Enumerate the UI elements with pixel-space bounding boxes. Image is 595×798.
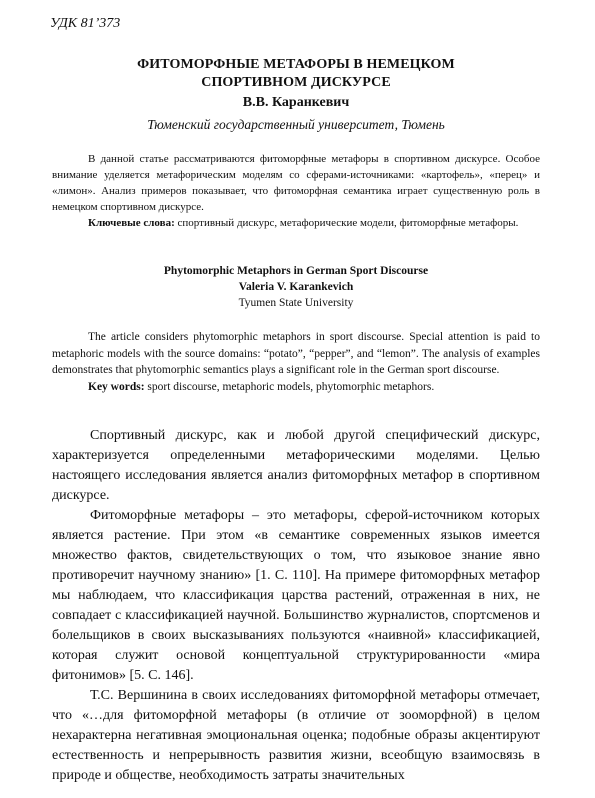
affiliation-ru: Тюменский государственный университет, Тюмень (147, 117, 445, 132)
title-ru-line-1: ФИТОМОРФНЫЕ МЕТАФОРЫ В НЕМЕЦКОМ (137, 57, 455, 72)
keywords-en (52, 379, 540, 396)
keywords-ru-label: Ключевые слова: (88, 217, 175, 229)
affiliation-en: Tyumen State University (238, 297, 354, 309)
body-paragraph-1: Спортивный дискурс, как и любой другой специфический дискурс, характеризуется определенными метафорическими моделями. Целью настоящего исследования является анализ фитоморфных метафор в спортивном дискурсе. (52, 428, 540, 503)
abstract-ru (52, 151, 540, 231)
udk-code: УДК 81’373 (50, 16, 121, 31)
abstract-ru-text: В данной статье рассматриваются фитоморфные метафоры в спортивном дискурсе. Особое внимание уделяется метафорическим моделям со сферами-источниками: «картофель», «перец» и «лимон». Анализ примеров показывает, что фитоморфная семантика играет существенную роль в немецком спортивном дискурсе. (52, 153, 540, 213)
article-body (52, 426, 540, 786)
body-paragraph-3: Т.С. Вершинина в своих исследованиях фитоморфной метафоры отмечает, что «…для фитоморфной метафоры (в отличие от зооморфной) в целом нехарактерна негативная эмоциональная оценка; подобные образы акцентируют естественность и непрерывность развития жизни, всеобщую взаимосвязь в природе и обществе, необходимость затраты значительных (52, 688, 540, 783)
author-en: Valeria V. Karankevich (238, 281, 354, 293)
keywords-en-text: sport discourse, metaphoric models, phytomorphic metaphors. (144, 380, 435, 393)
title-ru (52, 56, 540, 92)
abstract-en-text: The article considers phytomorphic metaphors in sport discourse. Special attention is paid to metaphoric models with the source domains: “potato”, “pepper”, and “lemon”. The analysis of examples demonstrates that phytomorphic semantics plays a significant role in the German sport discourse. (52, 331, 540, 376)
title-ru-line-2: СПОРТИВНОМ ДИСКУРСЕ (201, 75, 391, 90)
title-en: Phytomorphic Metaphors in German Sport Discourse (163, 265, 429, 277)
body-paragraph-2: Фитоморфные метафоры – это метафоры, сферой-источником которых является растение. При этом «в семантике современных языков имеется множество фактов, свидетельствующих о том, что языковое знание явно противоречит научному знанию» [1. С. 110]. На примере фитоморфных метафор мы наблюдаем, что классификация царства растений, отраженная в них, не совпадает с классификацией научной. Большинство журналистов, спортсменов и болельщиков в своих высказываниях пользуются «наивной» классификацией, которая служит основой концептуальной структурированности «мира фитонимов» [5. С. 146]. (52, 508, 540, 683)
keywords-ru (52, 215, 540, 231)
author-ru: В.В. Каранкевич (242, 95, 350, 110)
abstract-en (52, 329, 540, 395)
keywords-en-label: Key words: (88, 380, 145, 393)
keywords-ru-text: спортивный дискурс, метафорические модели, фитоморфные метафоры. (174, 217, 519, 229)
